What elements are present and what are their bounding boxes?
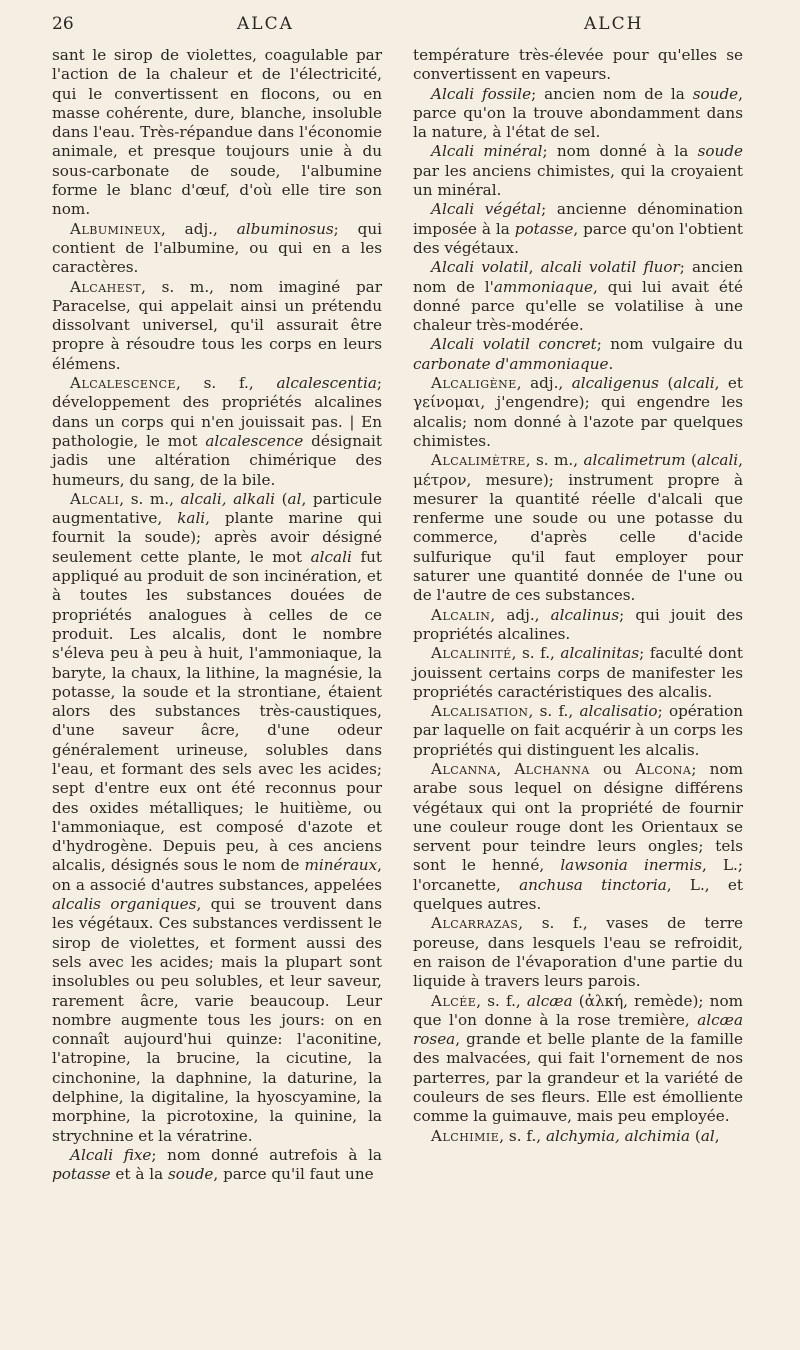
italic-term: Alcali végétal <box>431 200 542 219</box>
entry-alcalescence <box>52 374 382 490</box>
italic-term: Alcali volatil <box>431 258 529 277</box>
entry-alcaligene <box>413 374 743 451</box>
italic-term: potasse <box>52 1165 111 1184</box>
headword: Alcona <box>635 759 692 778</box>
entry-text: ou <box>589 759 636 778</box>
entry-text: , s. f., <box>528 702 580 721</box>
headword: Alcalin <box>431 605 491 624</box>
right-column <box>413 46 743 1146</box>
entry-text: , <box>528 258 541 277</box>
entry-text: ; ancienne dénomination imposée à la <box>413 200 743 238</box>
left-column <box>52 46 382 1185</box>
entry-text: ; nom donné autrefois à la <box>151 1145 382 1164</box>
italic-term: Alcali volatil concret <box>431 335 597 354</box>
page-number: 26 <box>52 14 74 34</box>
headword: Albumineux <box>70 219 161 238</box>
entry-text: , s. f., <box>476 991 527 1010</box>
italic-term: minéraux <box>304 856 378 875</box>
italic-term: ammoniaque <box>493 277 594 296</box>
entry-text: , s. m., <box>119 489 181 508</box>
entry-text: , qui se trouvent dans les végétaux. Ces substances verdissent le sirop de violettes, et forment aussi des sels avec les acides; mais la plupart sont insolubles ou peu solubles, et leur saveur, rarement âcre, varie beaucoup. Leur nombre augmente tous les jours: on en connaît aujourd'hui quinze: l'aconitine, l'atropine, la brucine, la cicutine, la cinchonine, la daphnine, la daturine, la delphine, la digitaline, la hyoscyamine, la morphine, la picrotoxine, la quinine, la strychnine et la vératrine. <box>52 895 383 1145</box>
entry-text: (ἀλκή, remède); nom que l'on donne à la rose tremière, <box>413 991 743 1029</box>
entry-text: ( <box>690 1126 701 1145</box>
entry-alcali <box>52 490 382 1146</box>
entry-alcahest <box>52 278 382 374</box>
italic-term: soude <box>692 84 739 103</box>
latin-term: lawsonia inermis <box>560 856 702 875</box>
running-header <box>52 14 748 44</box>
headword: Alcaligène <box>431 374 517 393</box>
latin-term: alcæa <box>526 991 573 1010</box>
latin-term: alcalinitas <box>560 644 640 663</box>
entry-text: , adj., <box>516 374 572 393</box>
italic-term: Alcali fixe <box>70 1145 152 1164</box>
entry-albumine-continued: sant le sirop de violettes, coagulable par l'action de la chaleur et de l'électricité, qui le convertissent en flocons, ou en masse cohérente, dure, blanche, insoluble dans l'eau. Très-répandue dans l'économie animale, et presque toujours unie à du sous-carbonate de soude, l'albumine forme le blanc d'œuf, d'où elle tire son nom. <box>52 46 382 219</box>
entry-text: , <box>496 759 515 778</box>
entry-text: ; opération par laquelle on fait acquérir à un corps les propriétés qui distinguent les alcalis. <box>413 702 743 759</box>
italic-term: alcalescence <box>205 431 304 450</box>
italic-term: alcali <box>696 451 739 470</box>
italic-term: al <box>700 1126 715 1145</box>
italic-term: kali <box>177 509 206 528</box>
entry-text: ; nom vulgaire du <box>596 335 743 354</box>
entry-text: . <box>608 354 614 373</box>
entry-text: , μέτρον, mesure); instrument propre à mesurer la quantité réelle d'alcali que renferme une soude ou une potasse du commerce, d'après celle d'acide sulfurique qu'il faut employer pour saturer une quantité donnée de l'une ou de l'autre de ces substances. <box>413 451 743 605</box>
entry-text: , particule augmentative, <box>52 489 382 528</box>
latin-term: alcalimetrum <box>583 451 686 470</box>
entry-text: , s. f., <box>176 374 277 393</box>
headword: Alcalisation <box>431 702 529 721</box>
entry-text: et à la <box>110 1165 168 1184</box>
latin-term: anchusa tinctoria <box>519 875 667 894</box>
entry-alcalimetre <box>413 451 743 605</box>
italic-term: al <box>287 489 302 508</box>
entry-text: ; qui jouit des propriétés alcalines. <box>413 605 744 643</box>
entry-text: , parce qu'il faut une <box>213 1165 374 1184</box>
latin-term: alcaligenus <box>571 374 659 393</box>
headword: Alchimie <box>431 1126 500 1145</box>
entry-text: ; ancien nom de la <box>531 84 693 103</box>
entry-alcali-fixe <box>52 1146 382 1185</box>
entry-text: , grande et belle plante de la famille des malvacées, qui fait l'ornement de nos parterres, par la grandeur et la variété de couleurs de ses fleurs. Elle est émolliente comme la guimauve, mais peu employée. <box>413 1030 743 1126</box>
entry-text: , L., et quelques autres. <box>413 875 743 914</box>
italic-term: soude <box>167 1165 214 1184</box>
entry-alcee <box>413 992 743 1127</box>
italic-term: alcalis organiques <box>52 895 197 914</box>
headword: Alcanna <box>431 759 497 778</box>
entry-text: ( <box>275 489 288 508</box>
latin-term: alcali, alkali <box>180 489 276 508</box>
latin-term: alcalinus <box>550 605 620 624</box>
entry-text: , L.; l'orcanette, <box>413 856 743 894</box>
latin-term: alcalescentia <box>276 374 377 393</box>
entry-text: ; nom donné à la <box>542 142 698 161</box>
entry-text: , et γείνομαι, j'engendre); qui engendre les alcalis; nom donné à l'azote par quelques chimistes. <box>413 374 744 450</box>
entry-text: , <box>714 1126 720 1145</box>
entry-text: , s. f., vases de terre poreuse, dans lesquels l'eau se refroidit, en raison de l'évaporation d'une partie du liquide à travers leurs parois. <box>413 914 743 991</box>
entry-alcalinite <box>413 644 743 702</box>
italic-term: soude <box>697 142 743 161</box>
entry-alcali-volatil <box>413 258 743 335</box>
latin-term: alchymia, alchimia <box>545 1126 691 1145</box>
headword: Alcée <box>431 991 477 1010</box>
headword: Alcahest <box>70 277 142 296</box>
entry-text: , parce qu'on l'obtient des végétaux. <box>413 219 743 257</box>
entry-text: , qui lui avait été donné parce qu'elle se volatilise à une chaleur très-modérée. <box>413 277 743 335</box>
headword: Alcali <box>70 489 120 508</box>
entry-text: par les anciens chimistes, qui la croyaient un minéral. <box>413 161 743 200</box>
entry-alcali-fixe-continued: température très-élevée pour qu'elles se convertissent en vapeurs. <box>413 46 743 84</box>
entry-alcanna <box>413 760 743 914</box>
entry-alcarrazas <box>413 914 743 991</box>
entry-alcali-volatil-concret <box>413 335 743 374</box>
latin-term: alcæa rosea <box>413 1010 743 1049</box>
headword: Alcarrazas <box>431 914 519 933</box>
entry-alcali-mineral <box>413 142 743 200</box>
entry-text: , plante marine qui fournit la soude); après avoir désigné seulement cette plante, le mot <box>52 509 382 566</box>
headword: Alchanna <box>514 759 590 778</box>
entry-alcalisation <box>413 702 743 760</box>
right-running-head: ALCH <box>584 14 644 34</box>
entry-text: , adj., <box>161 219 237 238</box>
entry-text: fut appliqué au produit de son incinération, et à toutes les substances douées de propriétés analogues à celles de ce produit. Les alcalis, dont le nombre s'éleva peu à peu à huit, l'ammoniaque, la baryte, la chaux, la lithine, la magnésie, la potasse, la soude et la strontiane, étaient alors des substances très-caustiques, d'une saveur âcre, d'une odeur généralement urineuse, solubles dans l'eau, et formant des sels avec les acides; sept d'entre eux ont été reconnus pour des oxides métalliques; le huitième, ou l'ammoniaque, est composé d'azote et d'hydrogène. Depuis peu, à ces anciens alcalis, désignés sous le nom de <box>52 547 382 875</box>
headword: Alcalimètre <box>431 451 526 470</box>
entry-text: , s. f., <box>499 1126 546 1145</box>
italic-term: Alcali fossile <box>431 84 532 103</box>
entry-text: désignait jadis une altération chimérique des humeurs, du sang, de la bile. <box>52 431 382 489</box>
entry-text: ; ancien nom de l' <box>413 258 743 296</box>
entry-text: , s. m., nom imaginé par Paracelse, qui appelait ainsi un prétendu dissolvant universel, qu'il assurait être propre à résoudre tous les corps en leurs élémens. <box>52 277 382 373</box>
entry-text: ; faculté dont jouissent certains corps de manifester les propriétés caractéristiques des alcalis. <box>413 644 743 701</box>
italic-term: alcali <box>673 374 715 393</box>
entry-alcalin <box>413 606 743 645</box>
entry-alcali-vegetal <box>413 200 743 258</box>
entry-albumineux <box>52 220 382 278</box>
entry-text: ( <box>658 374 674 393</box>
italic-term: Alcali minéral <box>431 142 543 161</box>
italic-term: alcali <box>310 547 352 566</box>
italic-term: potasse <box>514 219 574 238</box>
entry-text: , parce qu'on la trouve abondamment dans la nature, à l'état de sel. <box>413 84 743 142</box>
entry-text: , adj., <box>490 605 551 624</box>
entry-text: ( <box>685 451 697 470</box>
entry-text: , s. f., <box>511 644 561 663</box>
headword: Alcalescence <box>70 374 177 393</box>
latin-term: albuminosus <box>236 219 334 238</box>
entry-text: , on a associé d'autres substances, appelées <box>52 856 382 894</box>
latin-term: alcalisatio <box>579 702 658 721</box>
entry-alcali-fossile <box>413 85 743 143</box>
entry-text: ; développement des propriétés alcalines dans un corps qui n'en jouissait pas. | En pathologie, le mot <box>52 374 382 450</box>
entry-text: ; qui contient de l'albumine, ou qui en a les caractères. <box>52 219 382 277</box>
italic-term: carbonate d'ammoniaque <box>413 354 609 373</box>
left-running-head: ALCA <box>237 14 294 34</box>
headword: Alcalinité <box>431 644 512 663</box>
italic-term: alcali volatil fluor <box>540 258 680 277</box>
entry-text: , s. m., <box>525 451 584 470</box>
entry-alchimie <box>413 1127 743 1146</box>
entry-text: ; nom arabe sous lequel on désigne différens végétaux qui ont la propriété de fournir une couleur rouge dont les Orientaux se servent pour teindre leurs ongles; tels sont le henné, <box>413 759 743 875</box>
